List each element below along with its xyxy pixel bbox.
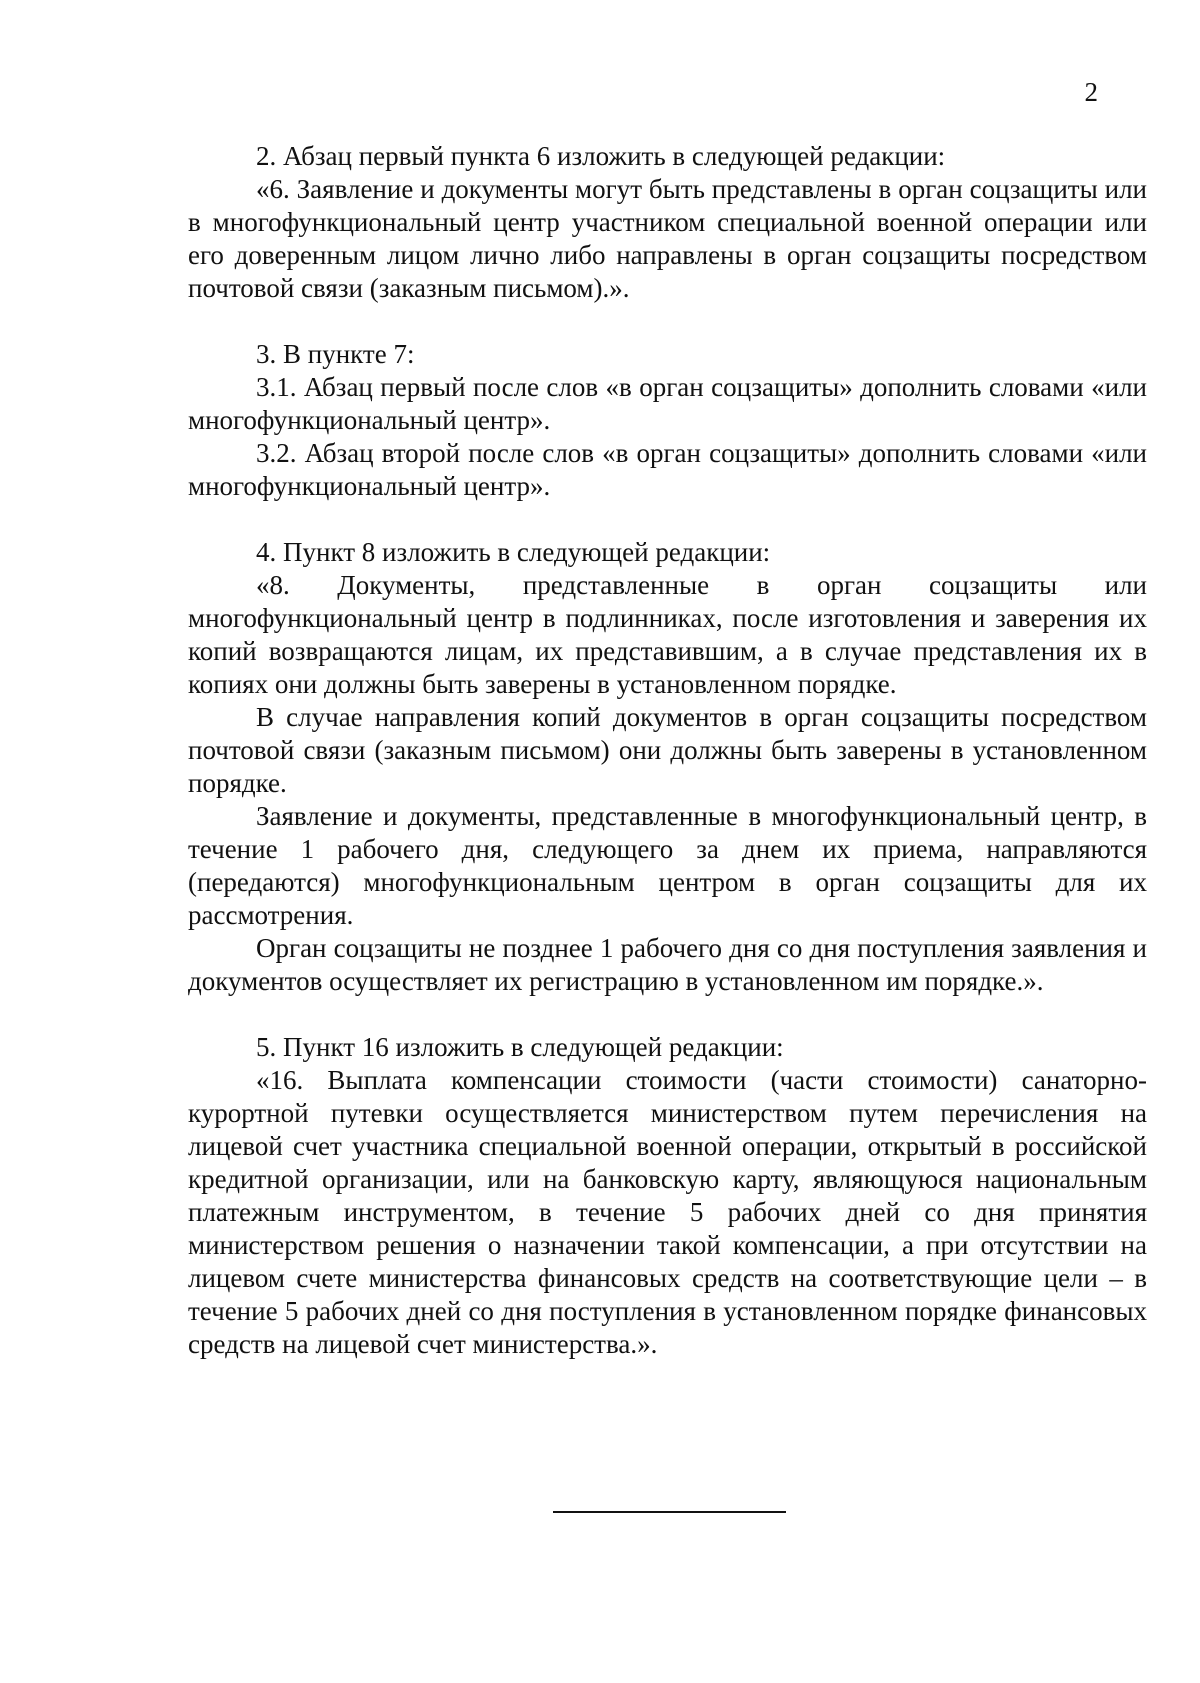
page-number: 2: [1084, 77, 1098, 107]
paragraph-4-text-1: «8. Документы, представленные в орган соцзащиты или многофункциональный центр в подлинниках, после изготовления и заверения их копий возвращаются лицам, их представившим, а в случае представления их в копиях они должны быть заверены в установленном порядке.: [188, 570, 1147, 699]
end-of-document-rule: [553, 1511, 786, 1513]
paragraph-3-2: 3.2. Абзац второй после слов «в орган соцзащиты» дополнить словами «или многофункциональный центр».: [188, 438, 1147, 501]
paragraph-5-heading: 5. Пункт 16 изложить в следующей редакции:: [256, 1032, 784, 1062]
paragraph-2-text: «6. Заявление и документы могут быть представлены в орган соцзащиты или в многофункциональный центр участником специальной военной операции или его доверенным лицом лично либо направлены в орган соцзащиты посредством почтовой связи (заказным письмом).».: [188, 174, 1147, 303]
paragraph-5-text: «16. Выплата компенсации стоимости (части стоимости) санаторно-курортной путевки осуществляется министерством путем перечисления на лицевой счет участника специальной военной операции, открытый в российской кредитной организации, или на банковскую карту, являющуюся национальным платежным инструментом, в течение 5 рабочих дней со дня принятия министерством решения о назначении такой компенсации, а при отсутствии на лицевом счете министерства финансовых средств на соответствующие цели – в течение 5 рабочих дней со дня поступления в установленном порядке финансовых средств на лицевой счет министерства.».: [188, 1065, 1147, 1359]
paragraph-3-1: 3.1. Абзац первый после слов «в орган соцзащиты» дополнить словами «или многофункциональный центр».: [188, 372, 1147, 435]
paragraph-4-text-4: Орган соцзащиты не позднее 1 рабочего дня со дня поступления заявления и документов осуществляет их регистрацию в установленном им порядке.».: [188, 933, 1147, 996]
paragraph-3-heading: 3. В пункте 7:: [256, 339, 415, 369]
paragraph-4-text-3: Заявление и документы, представленные в многофункциональный центр, в течение 1 рабочего дня, следующего за днем их приема, направляются (передаются) многофункциональным центром в орган соцзащиты для их рассмотрения.: [188, 801, 1147, 930]
paragraph-4-text-2: В случае направления копий документов в орган соцзащиты посредством почтовой связи (заказным письмом) они должны быть заверены в установленном порядке.: [188, 702, 1147, 798]
paragraph-4-heading: 4. Пункт 8 изложить в следующей редакции:: [256, 537, 771, 567]
paragraph-2-heading: 2. Абзац первый пункта 6 изложить в следующей редакции:: [256, 141, 946, 171]
document-body: [188, 140, 1147, 1361]
